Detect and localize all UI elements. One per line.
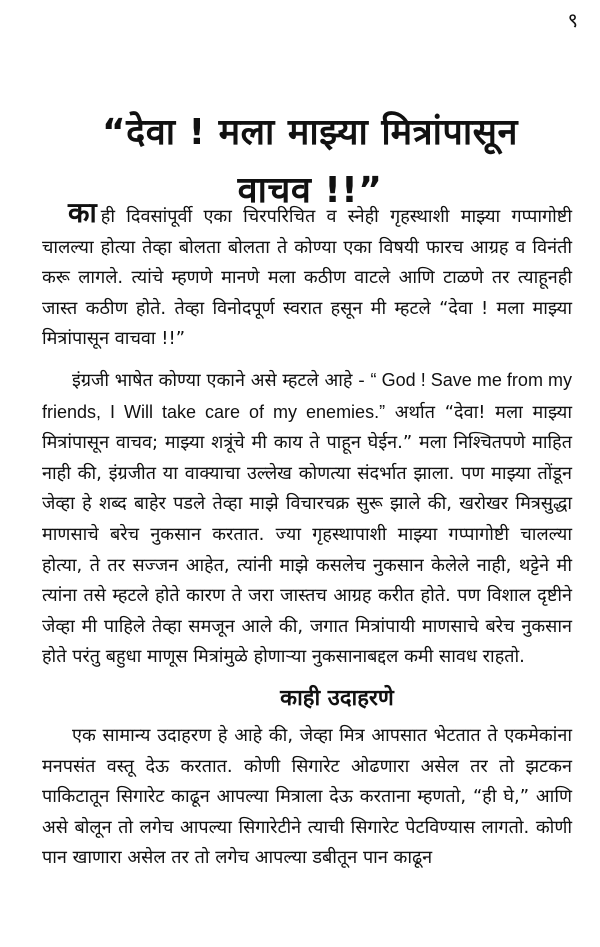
paragraph-english-quote	[42, 365, 572, 673]
chapter-title-line-2: वाचव !!”	[237, 170, 383, 212]
paragraph-quote-intro: इंग्रजी भाषेत कोण्या एकाने असे म्हटले आहे -	[72, 369, 371, 391]
page-number: ९	[567, 8, 578, 32]
chapter-title-line-1: “देवा ! मला माझ्या मित्रांपासून	[101, 112, 518, 154]
english-quote: “ God ! Save me from my friends, I Will take care of my enemies.”	[42, 369, 572, 422]
drop-cap: का	[68, 196, 97, 229]
body-text	[42, 196, 572, 884]
paragraph-opening	[42, 196, 572, 355]
paragraph-example	[42, 721, 572, 874]
paragraph-example-text: एक सामान्य उदाहरण हे आहे की, जेव्हा मित्र आपसात भेटतात ते एकमेकांना मनपसंत वस्तू देऊ करतात. कोणी सिगारेट ओढणारा असेल तर तो झटकन पाकिटातून सिगारेट काढून आपल्या मित्राला देऊ करताना म्हणतो, “ही घे,” आणि असे बोलून तो लगेच आपल्या सिगारेटीने त्याची सिगारेट पेटविण्यास लागतो. कोणी पान खाणारा असेल तर तो लगेच आपल्या डबीतून पान काढून	[42, 724, 572, 869]
paragraph-opening-text: ही दिवसांपूर्वी एका चिरपरिचित व स्नेही गृहस्थाशी माझ्या गप्पागोष्टी चालल्या होत्या तेव्हा बोलता बोलता ते कोण्या एका विषयी फारच आग्रह व विनंती करू लागले. त्यांचे म्हणणे मानणे मला कठीण वाटले आणि टाळणे तर त्याहूनही जास्त कठीण होते. तेव्हा विनोदपूर्ण स्वरात हसून मी म्हटले “देवा ! मला माझ्या मित्रांपासून वाचवा !!”	[42, 206, 572, 350]
paragraph-quote-rest: अर्थात “देवा! मला माझ्या मित्रांपासून वाचव; माझ्या शत्रूंचे मी काय ते पाहून घेईन.” मला निश्चितपणे माहित नाही की, इंग्रजीत या वाक्याचा उल्लेख कोणत्या संदर्भात झाला. पण माझ्या तोंडून जेव्हा हे शब्द बाहेर पडले तेव्हा माझे विचारचक्र सुरू झाले की, खरोखर मित्रसुद्धा माणसाचे बरेच नुकसान करतात. ज्या गृहस्थापाशी माझ्या गप्पागोष्टी चालल्या होत्या, ते तर सज्जन आहेत, त्यांनी माझे कसलेच नुकसान केलेले नाही, थट्टेने मी त्यांना तसे म्हटले होते कारण ते जरा जास्तच आग्रह करीत होते. पण विशाल दृष्टीने जेव्हा मी पाहिले तेव्हा समजून आले की, जगात मित्रांपायी माणसाचे बरेच नुकसान होते परंतु बहुधा माणूस मित्रांमुळे होणाऱ्या नुकसानाबद्दल कमी सावध राहतो.	[42, 401, 572, 668]
section-heading: काही उदाहरणे	[280, 685, 394, 711]
